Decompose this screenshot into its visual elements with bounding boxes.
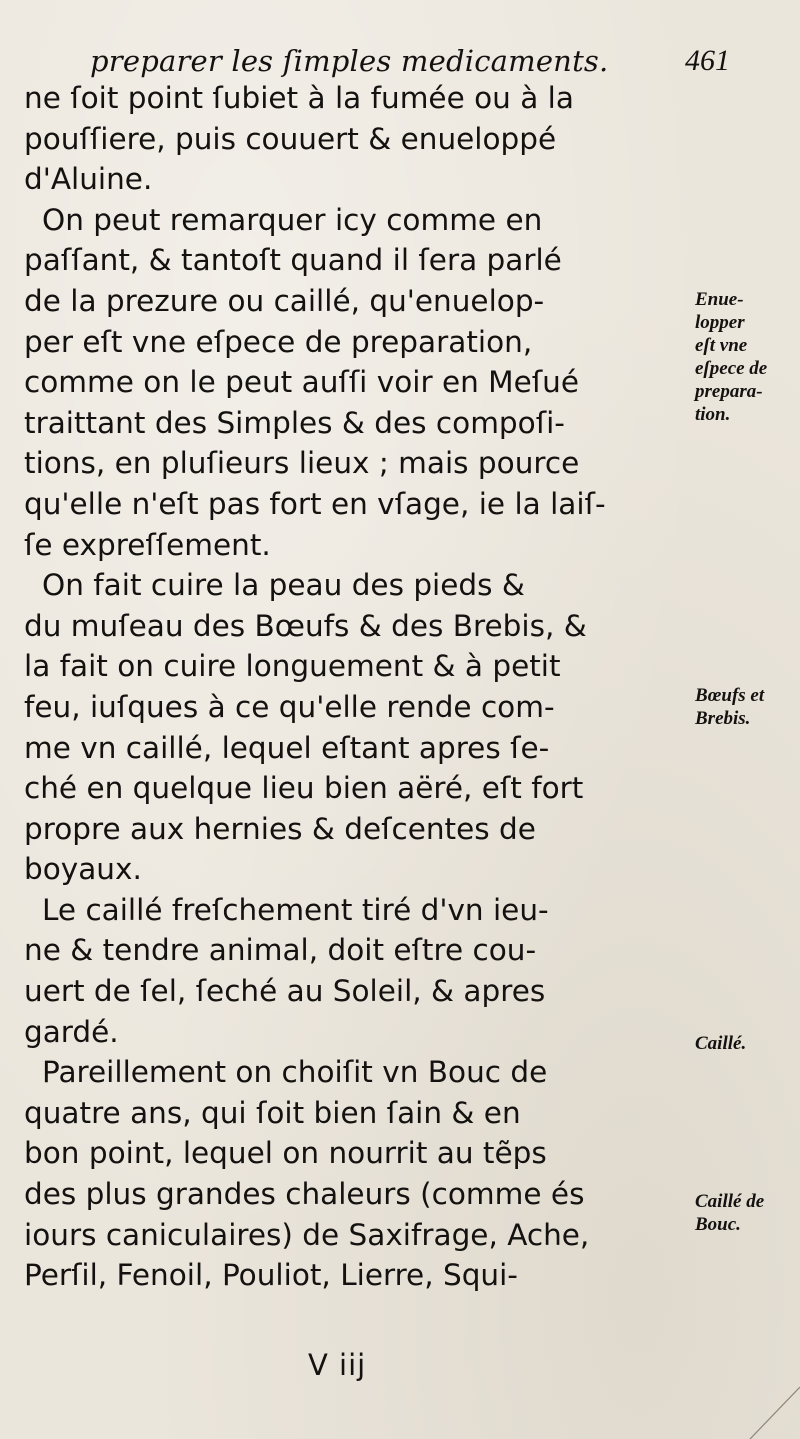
text-line: ne & tendre animal, doit eſtre cou- [24,933,537,968]
margin-note [695,288,799,426]
text-line: iours caniculaires) de Saxifrage, Ache, [24,1217,590,1252]
margin-note [695,1032,799,1055]
text-line: Pareillement on choiſit vn Bouc de [42,1055,548,1090]
text-line: du muſeau des Bœufs & des Brebis, & [24,608,587,643]
margin-note-line: Bouc. [695,1214,741,1235]
text-line: d'Aluine. [24,162,153,197]
margin-note-line: Caillé. [695,1033,747,1054]
text-line: Perſil, Fenoil, Pouliot, Lierre, Squi- [24,1258,518,1293]
text-line: la fait on cuire longuement & à petit [24,649,561,684]
margin-note-line: Caillé de [695,1191,765,1212]
margin-note-line: Brebis. [695,708,751,729]
margin-notes [695,0,800,1439]
text-line: bon point, lequel on nourrit au tẽps [24,1136,547,1171]
text-line: tions, en pluſieurs lieux ; mais pource [24,446,580,481]
margin-note-line: tion. [695,404,731,425]
text-line: pouſſiere, puis couuert & enueloppé [24,121,557,156]
margin-note-line: prepara- [695,381,763,402]
text-line: boyaux. [24,852,142,887]
text-line: traittant des Simples & des compoſi- [24,405,565,440]
margin-note-line: Enue- [695,289,744,310]
body-text [24,78,696,1296]
margin-note [695,684,799,730]
text-line: des plus grandes chaleurs (comme és [24,1177,585,1212]
text-line: gardé. [24,1014,119,1049]
page-header [90,38,730,78]
page-corner-crease [740,1379,800,1439]
text-line: ne ſoit point ſubiet à la fumée ou à la [24,81,574,115]
text-line: comme on le peut auſſi voir en Meſué [24,365,580,400]
signature-mark: V iij [308,1348,367,1382]
margin-note-line: Bœufs et [695,685,765,706]
text-line: de la prezure ou caillé, qu'enuelop- [24,283,545,318]
text-line: On peut remarquer icy comme en [42,202,543,237]
text-line: paſſant, & tantoſt quand il ſera parlé [24,243,562,278]
page-number: 461 [685,44,730,77]
text-line: feu, iuſques à ce qu'elle rende com- [24,689,555,724]
text-line: propre aux hernies & deſcentes de [24,811,536,846]
text-line: Le caillé freſchement tiré d'vn ieu- [42,892,549,927]
text-line: quatre ans, qui ſoit bien ſain & en [24,1095,521,1130]
margin-note-line: eſt vne [695,335,748,356]
text-line: ché en quelque lieu bien aëré, eſt fort [24,771,584,806]
margin-note-line: lopper [695,312,745,333]
margin-note [695,1190,799,1236]
text-line: per eſt vne eſpece de preparation, [24,324,533,359]
text-line: On fait cuire la peau des pieds & [42,568,525,603]
text-line: uert de ſel, ſeché au Soleil, & apres [24,974,546,1009]
margin-note-line: eſpece de [695,358,768,379]
text-line: me vn caillé, lequel eſtant apres ſe- [24,730,550,765]
text-line: ſe expreſſement. [24,527,271,562]
text-line: qu'elle n'eſt pas fort en vſage, ie la laiſ- [24,486,606,521]
running-title: preparer les ſimples medicaments. [90,44,609,78]
